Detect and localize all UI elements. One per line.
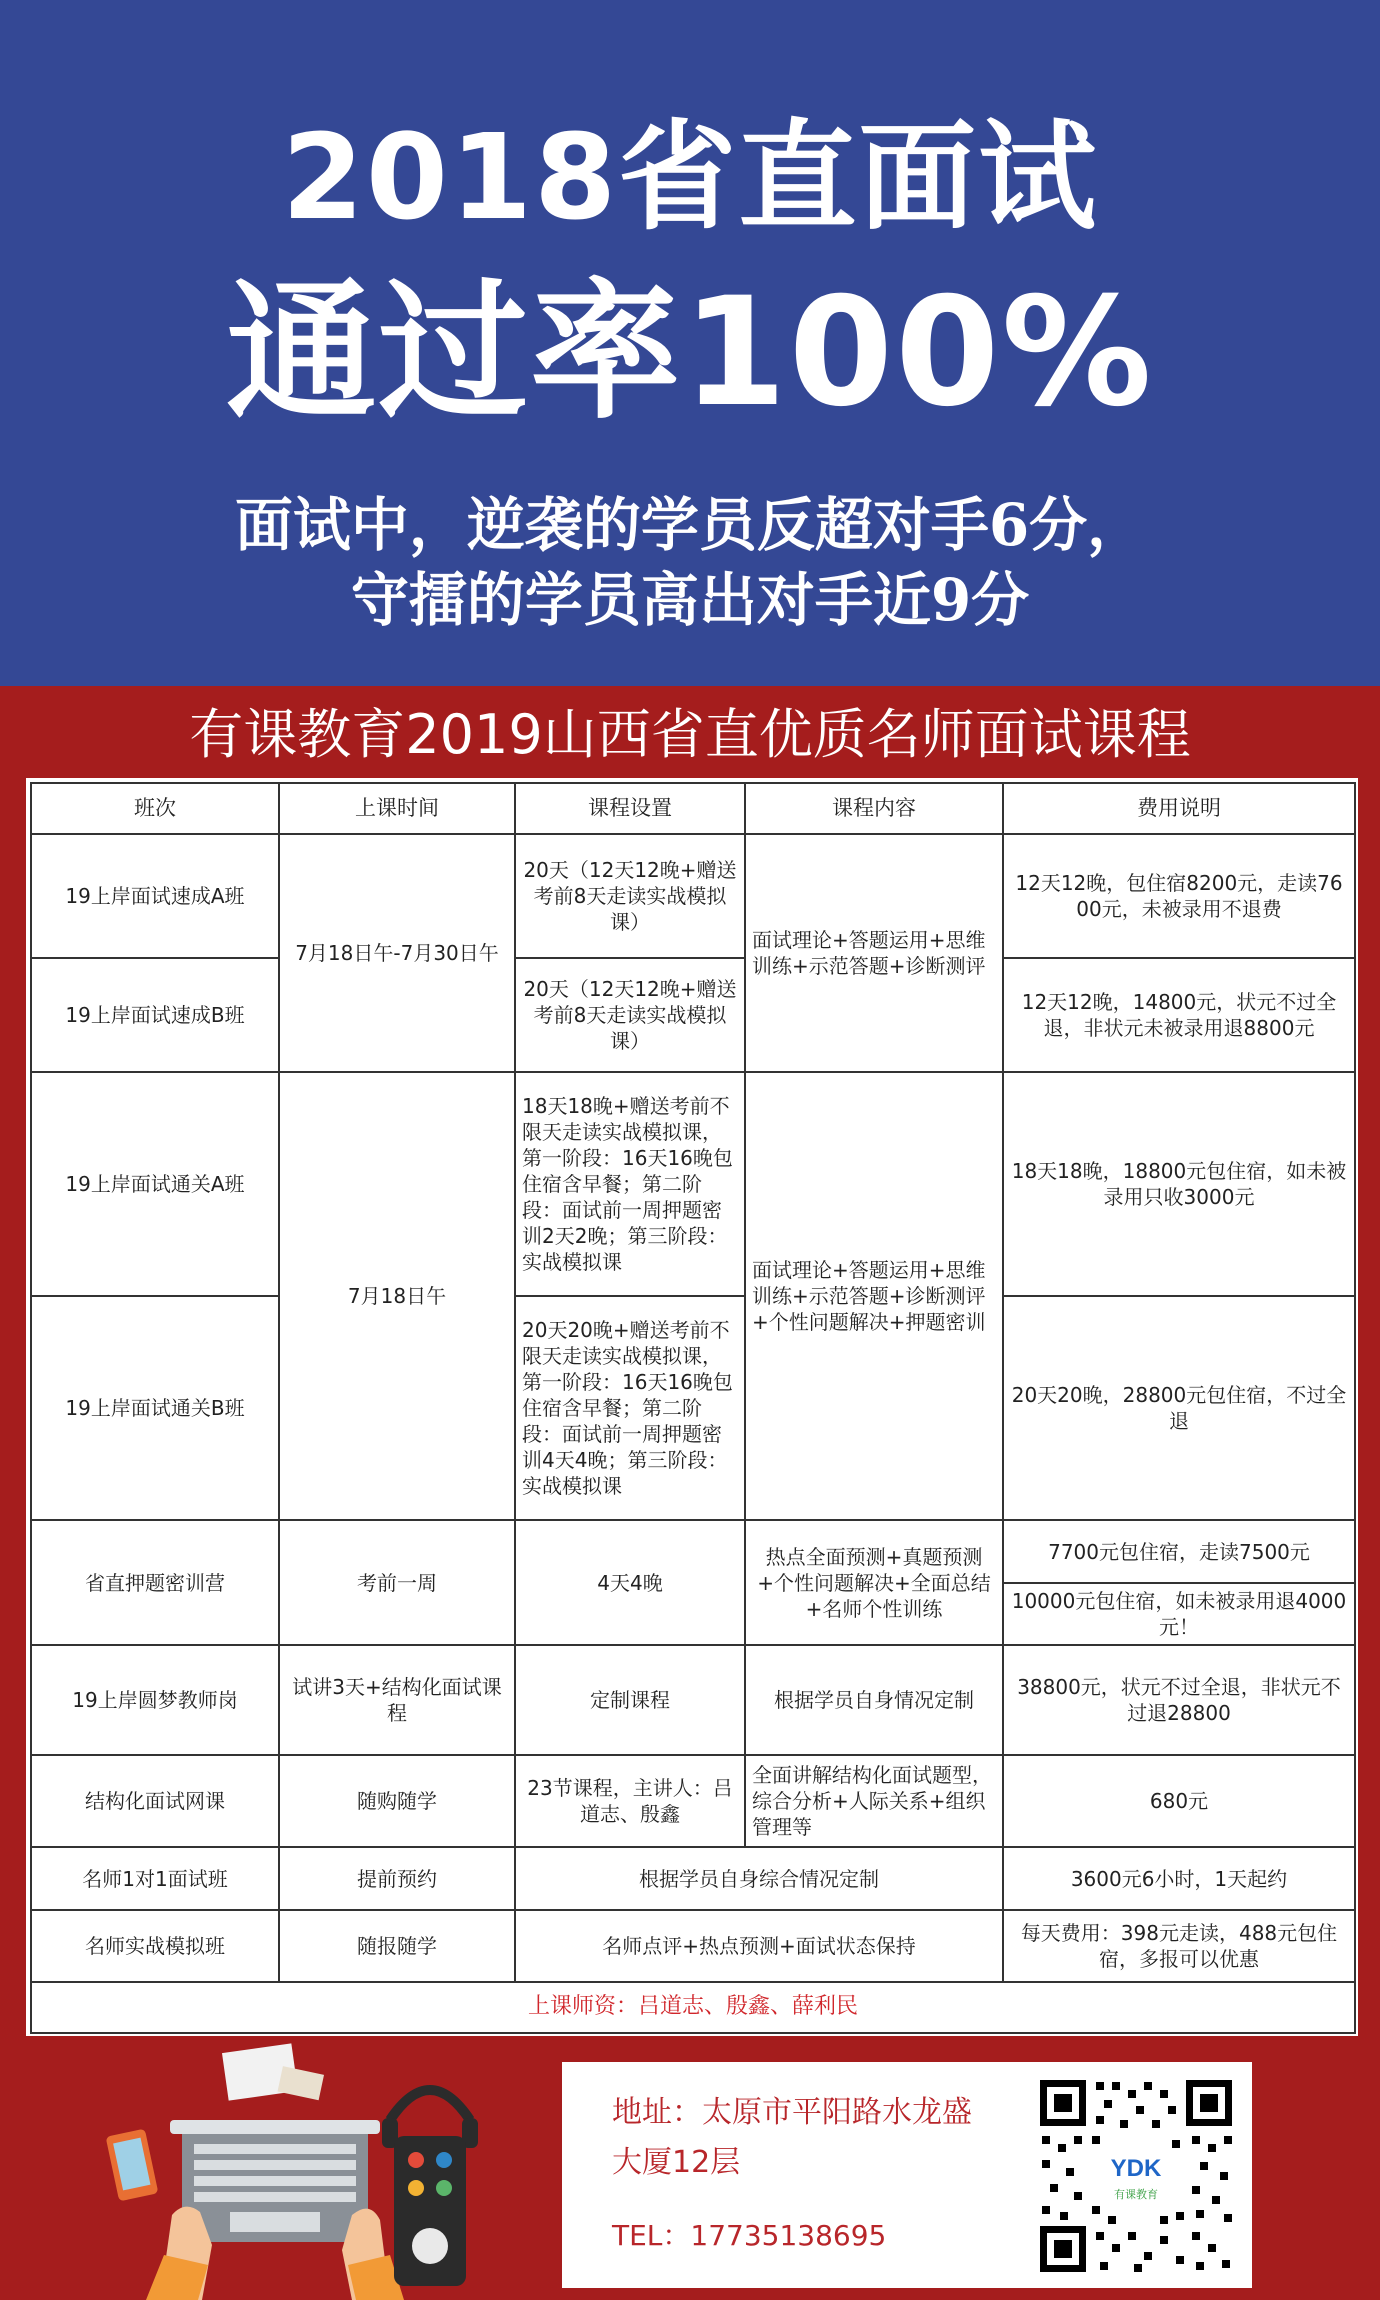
table-row (31, 834, 1355, 958)
cell-setting: 20天（12天12晚+赠送考前8天走读实战模拟课） (515, 958, 745, 1072)
cell-setting: 20天（12天12晚+赠送考前8天走读实战模拟课） (515, 834, 745, 958)
hero-subtitle (0, 488, 1380, 639)
table-row (31, 1072, 1355, 1296)
table-row (31, 1296, 1355, 1520)
cell-content: 面试理论+答题运用+思维训练+示范答题+诊断测评+个性问题解决+押题密训 (745, 1072, 1003, 1520)
hero-subtitle-line1: 面试中，逆袭的学员反超对手6分， (234, 491, 1146, 559)
cell-setting: 18天18晚+赠送考前不限天走读实战模拟课，第一阶段：16天16晚包住宿含早餐；第二阶段：面试前一周押题密训2天2晚；第三阶段：实战模拟课 (515, 1072, 745, 1296)
cell-class: 19上岸圆梦教师岗 (31, 1645, 279, 1755)
hero-banner (0, 0, 1380, 686)
cell-content: 面试理论+答题运用+思维训练+示范答题+诊断测评 (745, 834, 1003, 1072)
cell-content: 根据学员自身情况定制 (745, 1645, 1003, 1755)
cell-class: 19上岸面试通关A班 (31, 1072, 279, 1296)
qr-logo-caption: 有课教育 (1114, 2188, 1158, 2201)
cell-content: 热点全面预测+真题预测+个性问题解决+全面总结+名师个性训练 (745, 1520, 1003, 1645)
qr-code-icon[interactable] (1036, 2076, 1236, 2276)
cell-fee: 20天20晚，28800元包住宿，不过全退 (1003, 1296, 1355, 1520)
laptop-icon (170, 2120, 380, 2134)
header-time: 上课时间 (279, 783, 515, 834)
hero-subtitle-line2: 守擂的学员高出对手近9分 (350, 566, 1030, 635)
hero-headline: 2018省直面试 (281, 108, 1099, 246)
cell-time: 试讲3天+结构化面试课程 (279, 1645, 515, 1755)
table-row (31, 958, 1355, 1072)
cell-time: 7月18日午-7月30日午 (279, 834, 515, 1072)
cell-time: 随报随学 (279, 1910, 515, 1982)
cell-time: 7月18日午 (279, 1072, 515, 1520)
cell-fee: 7700元包住宿，走读7500元 (1003, 1520, 1355, 1583)
teachers-row (31, 1982, 1355, 2033)
cell-class: 名师实战模拟班 (31, 1910, 279, 1982)
course-table (30, 782, 1356, 2034)
cell-class: 19上岸面试通关B班 (31, 1296, 279, 1520)
cell-fee: 每天费用：398元走读，488元包住宿，多报可以优惠 (1003, 1910, 1355, 1982)
cell-fee: 680元 (1003, 1755, 1355, 1847)
teachers-line: 上课师资：吕道志、殷鑫、薛利民 (31, 1982, 1355, 2033)
table-row (31, 1755, 1355, 1847)
cell-setting: 23节课程，主讲人：吕道志、殷鑫 (515, 1755, 745, 1847)
cell-fee: 12天12晚，14800元，状元不过全退，非状元未被录用退8800元 (1003, 958, 1355, 1072)
cell-merged: 根据学员自身综合情况定制 (515, 1847, 1003, 1910)
header-class: 班次 (31, 783, 279, 834)
course-table-frame (26, 778, 1358, 2036)
cell-setting: 定制课程 (515, 1645, 745, 1755)
table-row (31, 1645, 1355, 1755)
cell-class: 结构化面试网课 (31, 1755, 279, 1847)
cell-time: 考前一周 (279, 1520, 515, 1645)
header-content: 课程内容 (745, 783, 1003, 834)
address-line2: 大厦12层 (612, 2145, 741, 2180)
cell-fee: 3600元6小时，1天起约 (1003, 1847, 1355, 1910)
cell-class: 19上岸面试速成B班 (31, 958, 279, 1072)
cell-content: 全面讲解结构化面试题型，综合分析+人际关系+组织管理等 (745, 1755, 1003, 1847)
telephone: TEL：17735138695 (612, 2219, 887, 2252)
cell-fee: 12天12晚，包住宿8200元，走读7600元，未被录用不退费 (1003, 834, 1355, 958)
cell-time: 随购随学 (279, 1755, 515, 1847)
cell-class: 19上岸面试速成A班 (31, 834, 279, 958)
header-fee: 费用说明 (1003, 783, 1355, 834)
qr-logo-text: YDK (1110, 2155, 1162, 2182)
laptop-illustration (90, 2040, 490, 2300)
cell-class: 省直押题密训营 (31, 1520, 279, 1645)
course-title: 有课教育2019山西省直优质名师面试课程 (189, 703, 1191, 766)
address-line1: 地址：太原市平阳路水龙盛 (612, 2095, 972, 2130)
table-row (31, 1910, 1355, 1982)
cell-fee: 38800元，状元不过全退，非状元不过退28800 (1003, 1645, 1355, 1755)
cell-fee: 18天18晚，18800元包住宿，如未被录用只收3000元 (1003, 1072, 1355, 1296)
hero-pass-rate: 通过率100% (226, 266, 1154, 440)
cell-time: 提前预约 (279, 1847, 515, 1910)
table-header-row (31, 783, 1355, 834)
contact-card (562, 2062, 1252, 2288)
cell-merged: 名师点评+热点预测+面试状态保持 (515, 1910, 1003, 1982)
headphones-icon (390, 2090, 470, 2120)
cell-fee: 10000元包住宿，如未被录用退4000元！ (1003, 1583, 1355, 1645)
header-setting: 课程设置 (515, 783, 745, 834)
cell-setting: 20天20晚+赠送考前不限天走读实战模拟课，第一阶段：16天16晚包住宿含早餐；第二阶段：面试前一周押题密训4天4晚；第三阶段：实战模拟课 (515, 1296, 745, 1520)
table-row (31, 1520, 1355, 1583)
address (612, 2088, 1012, 2188)
table-row (31, 1847, 1355, 1910)
cell-class: 名师1对1面试班 (31, 1847, 279, 1910)
cell-setting: 4天4晚 (515, 1520, 745, 1645)
